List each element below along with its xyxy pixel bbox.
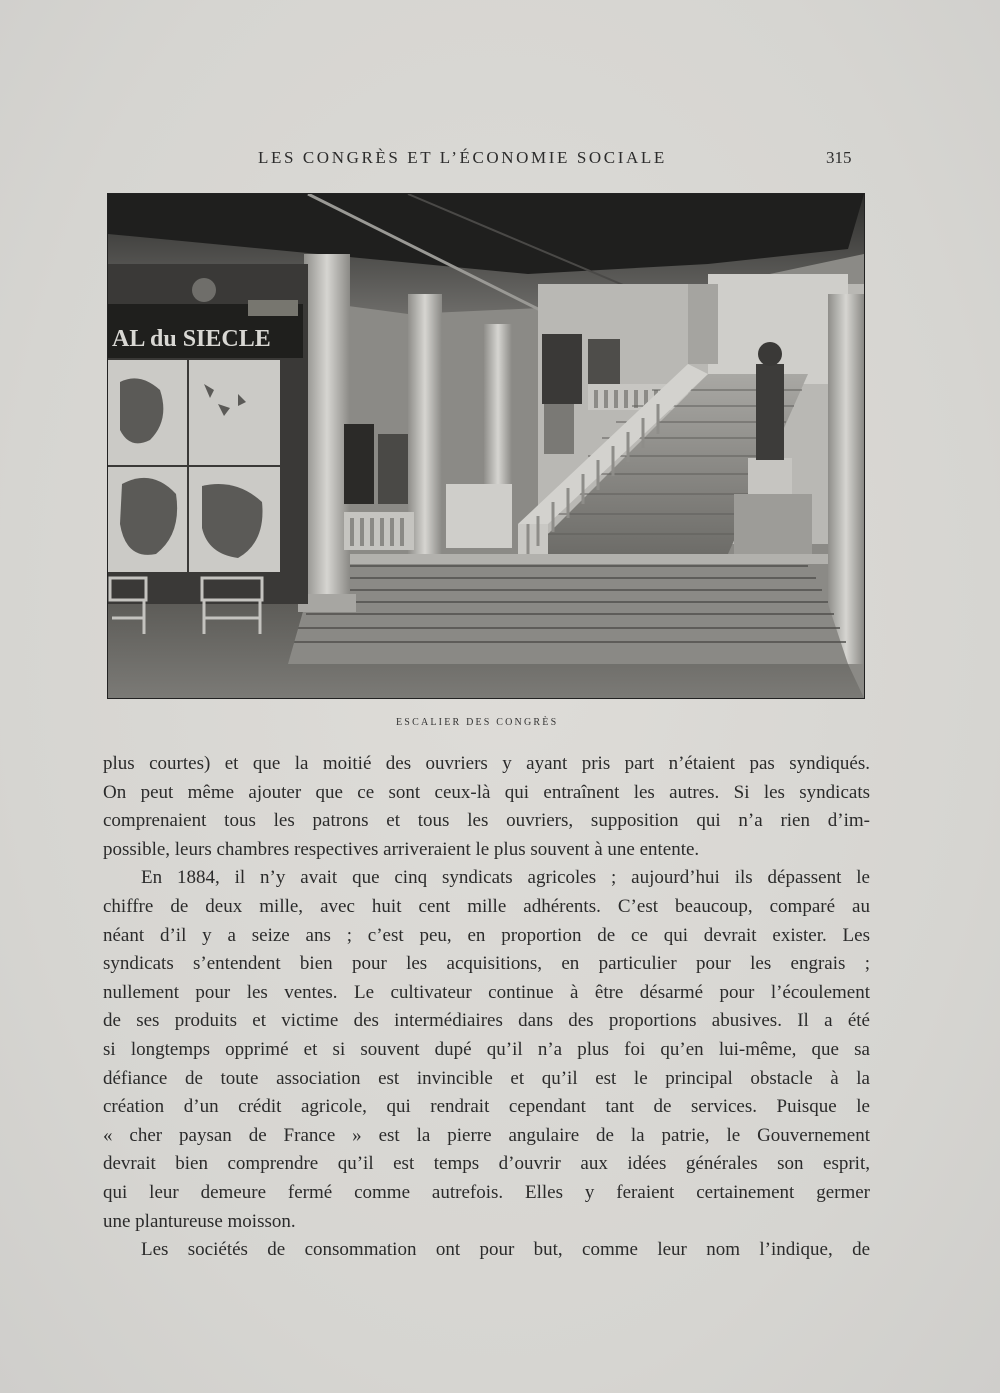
running-title: LES CONGRÈS ET L’ÉCONOMIE SOCIALE — [258, 148, 667, 167]
text-line: néant d’il y a seize ans ; c’est peu, en proportion de ce qui devrait exister. Les — [103, 924, 870, 946]
text-line: chiffre de deux mille, avec huit cent mille adhérents. C’est beaucoup, comparé au — [103, 895, 870, 917]
text-line: On peut même ajouter que ce sont ceux-là qui entraînent les autres. Si les syndicats — [103, 781, 870, 803]
text-line: une plantureuse moisson. — [103, 1210, 296, 1232]
paragraph-1 — [103, 750, 870, 864]
figure-caption: ESCALIER DES CONGRÈS — [396, 717, 559, 728]
sign-text: AL du SIECLE — [112, 326, 271, 352]
text-line: plus courtes) et que la moitié des ouvriers y ayant pris part n’étaient pas syndiqués. — [103, 753, 870, 774]
text-line: défiance de toute association est invincible et qu’il est le principal obstacle à la — [103, 1067, 870, 1089]
text-line: devrait bien comprendre qu’il est temps d’ouvrir aux idées générales son esprit, — [103, 1153, 870, 1175]
text-line: nullement pour les ventes. Le cultivateur continue à être désarmé pour l’écoulement — [103, 981, 870, 1003]
body-text — [103, 750, 870, 1265]
text-line: possible, leurs chambres respectives arriveraient le plus souvent à une entente. — [103, 838, 700, 860]
text-line: Les sociétés de consommation ont pour but, comme leur nom l’indique, de — [141, 1239, 870, 1261]
text-line: comprenaient tous les patrons et tous les ouvriers, supposition qui n’a rien d’im- — [103, 810, 870, 832]
paragraph-3 — [103, 1236, 870, 1265]
photograph-staircase — [107, 193, 865, 699]
paragraph-2 — [103, 864, 870, 1236]
page-number: 315 — [826, 148, 852, 167]
text-line: si longtemps opprimé et si souvent dupé qu’il n’a plus foi qu’en lui-même, que sa — [103, 1038, 870, 1060]
text-line: syndicats s’entendent bien pour les acquisitions, en particulier pour les engrais ; — [103, 953, 870, 975]
text-line: qui leur demeure fermé comme autrefois. Elles y feraient certainement germer — [103, 1181, 870, 1203]
text-line: création d’un crédit agricole, qui rendrait cependant tant de services. Puisque le — [103, 1096, 870, 1118]
text-line: de ses produits et victime des intermédiaires dans des proportions abusives. Il a été — [103, 1010, 870, 1032]
text-line: En 1884, il n’y avait que cinq syndicats agricoles ; aujourd’hui ils dépassent le — [141, 867, 870, 889]
text-line: « cher paysan de France » est la pierre angulaire de la patrie, le Gouvernement — [103, 1124, 870, 1146]
